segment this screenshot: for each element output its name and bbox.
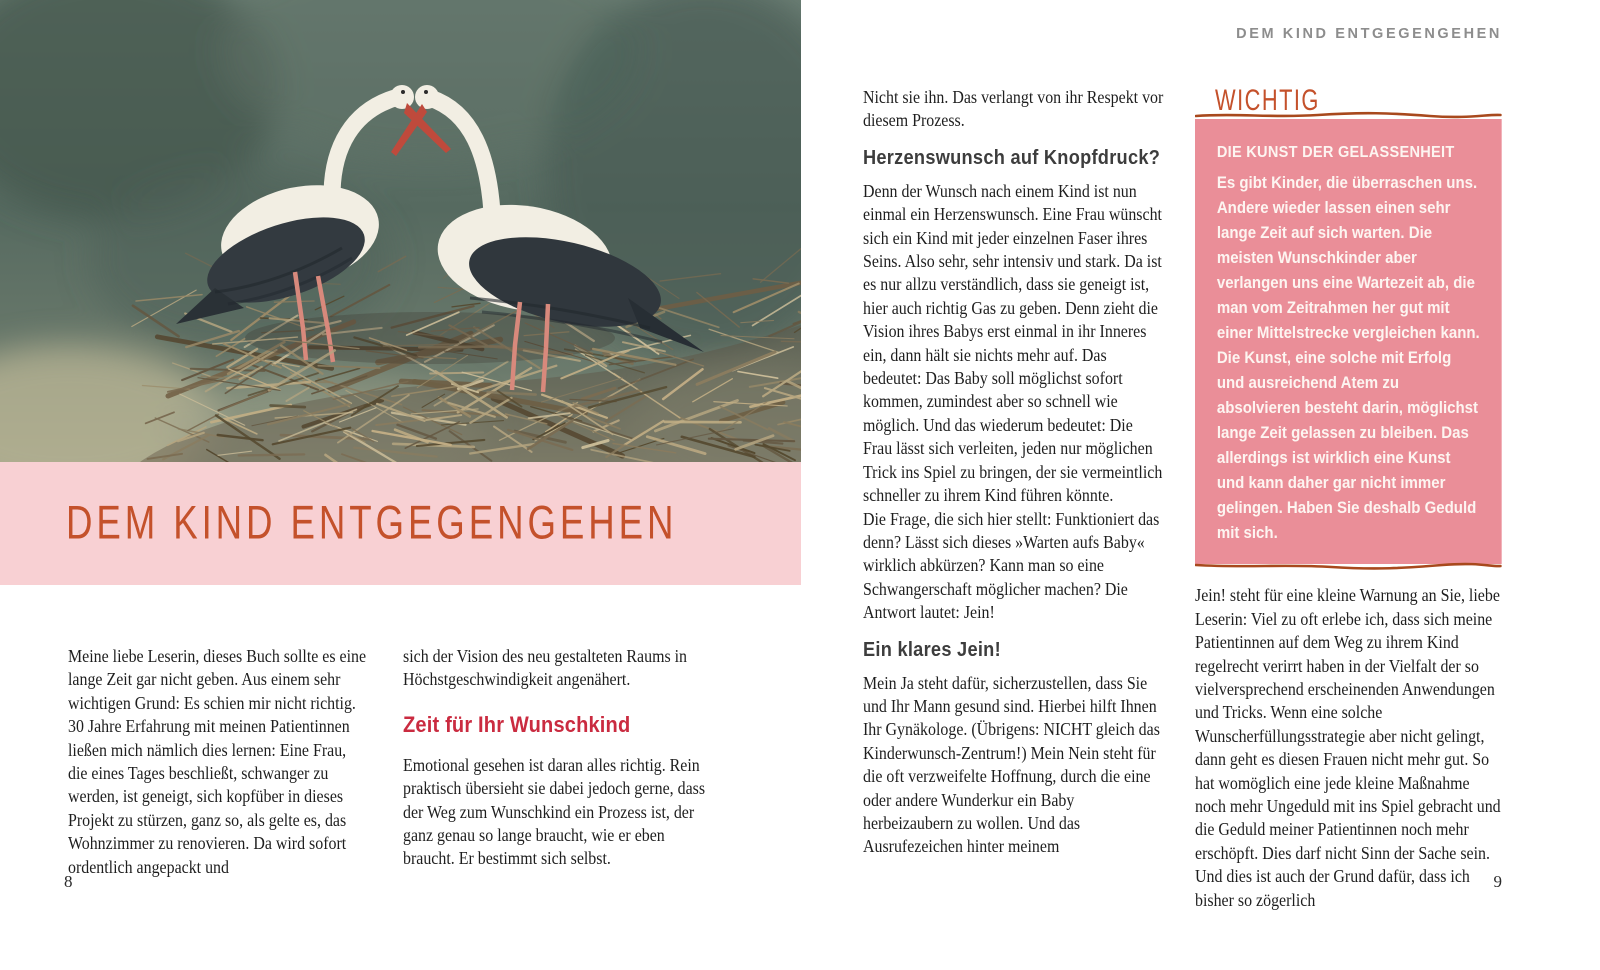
paragraph: Jein! steht für eine kleine Warnung an Sie, liebe Leserin: Viel zu oft erlebe ich, dass sich meine Patientinnen auf dem Weg zu ihrem Kind regelrecht verirrt haben in der Vielfalt der so vielversprechend erscheinenden Anwendungen und Tricks. Wenn eine solche Wunscherfüllungsstrategie aber nicht gelingt, dann geht es diesen Frauen nicht mehr gut. So hat womöglich eine jede kleine Maßnahme noch mehr Ungeduld mit ins Spiel gebracht und die Geduld meiner Patientinnen noch mehr erschöpft. Dies darf nicht Sinn der Sache sein. Und dies ist auch der Grund dafür, dass ich bisher so zögerlich [1195, 585, 1501, 910]
section-heading-wunschkind: Zeit für Ihr Wunschkind [403, 711, 631, 737]
stork-photo-art [0, 0, 801, 462]
paragraph: Emotional gesehen ist daran alles richtig. Rein praktisch übersieht sie dabei jedoch gerne, dass der Weg zum Wunschkind ein Prozess ist, der ganz genau so lange braucht, wie er eben braucht. Er bestimmt sich selbst. [403, 754, 706, 869]
right-page-column-2 [1195, 86, 1502, 912]
section-heading-jein: Ein klares Jein! [863, 638, 1001, 661]
page-number-right: 9 [1493, 872, 1502, 891]
wichtig-box-heading: DIE KUNST DER GELASSENHEIT [1216, 144, 1455, 161]
chapter-title: DEM KIND ENTGEGENGEHEN [66, 494, 678, 548]
hand-drawn-rule-bottom [1195, 562, 1502, 570]
paragraph: Nicht sie ihn. Das verlangt von ihr Respekt vor diesem Prozess. [863, 87, 1164, 131]
running-header: DEM KIND ENTGEGENGEHEN [1236, 26, 1502, 42]
paragraph: Mein Ja steht dafür, sicherzustellen, dass Sie und Ihr Mann gesund sind. Hierbei hilft Ihnen Ihr Gynäkologe. (Übrigens: NICHT gleich das Kinderwunsch-Zentrum!) Mein Nein steht für die oft verzweifelte Hoffnung, durch die eine oder andere Wunderkur ein Baby herbeizaubern zu wollen. Und das Ausrufezeichen hinter meinem [863, 672, 1160, 857]
wichtig-label: WICHTIG [1215, 84, 1320, 117]
left-page-column-2 [403, 645, 717, 871]
wichtig-box [1195, 119, 1502, 564]
paragraph: Denn der Wunsch nach einem Kind ist nun einmal ein Herzenswunsch. Eine Frau wünscht sich ein Kind mit jeder einzelnen Faser ihres Seins. Also sehr, sehr intensiv und stark. Da ist es nur allzu verständlich, dass sie geneigt ist, hier auch richtig Gas zu geben. Denn zieht die Vision ihres Babys erst einmal in ihr Inneres ein, dann hält sie nichts mehr auf. Das bedeutet: Das Baby soll möglichst sofort kommen, zumindest aber so schnell wie möglich. Und das wiederum bedeutet: Die Frau lässt sich verleiten, jeden nur möglichen Trick ins Spiel zu bringen, der sie vermeintlich schneller zu ihrem Kind führen könnte. [863, 180, 1163, 506]
paragraph: Meine liebe Leserin, dieses Buch sollte es eine lange Zeit gar nicht geben. Aus einem sehr wichtigen Grund: Es schien mir nicht richtig. 30 Jahre Erfahrung mit meinen Patientinnen ließen mich nämlich dies lernen: Eine Frau, die eines Tages beschließt, schwanger zu werden, ist geneigt, sich kopfüber in dieses Projekt zu stürzen, ganz so, als gelte es, das Wohnzimmer zu renovieren. Da wird sofort ordentlich angepackt und [68, 646, 367, 877]
page-number-left: 8 [64, 872, 73, 891]
right-page-column-1 [863, 86, 1163, 859]
paragraph: sich der Vision des neu gestalteten Raums in Höchstgeschwindigkeit angenähert. [403, 646, 688, 690]
section-heading-knopfdruck: Herzenswunsch auf Knopfdruck? [863, 146, 1161, 169]
stork-photo [0, 0, 801, 462]
left-page-column-1 [68, 645, 368, 879]
wichtig-box-body: Es gibt Kinder, die überraschen uns. Andere wieder lassen einen sehr lange Zeit auf sich warten. Die meisten Wunschkinder aber verlangen uns eine Wartezeit ab, die man vom Zeitrahmen her gut mit einer Mittelstrecke vergleichen kann. Die Kunst, eine solche mit Erfolg und ausreichend Atem zu absolvieren besteht darin, möglichst lange Zeit gelassen zu bleiben. Das allerdings ist wirklich eine Kunst und kann daher gar nicht immer gelingen. Haben Sie deshalb Geduld mit sich. [1216, 174, 1480, 543]
paragraph: Die Frage, die sich hier stellt: Funktioniert das denn? Lässt sich dieses »Warten aufs Baby« wirklich abkürzen? Kann man so eine Schwangerschaft möglicher machen? Die Antwort lautet: Jein! [863, 508, 1160, 623]
chapter-banner [0, 462, 801, 585]
